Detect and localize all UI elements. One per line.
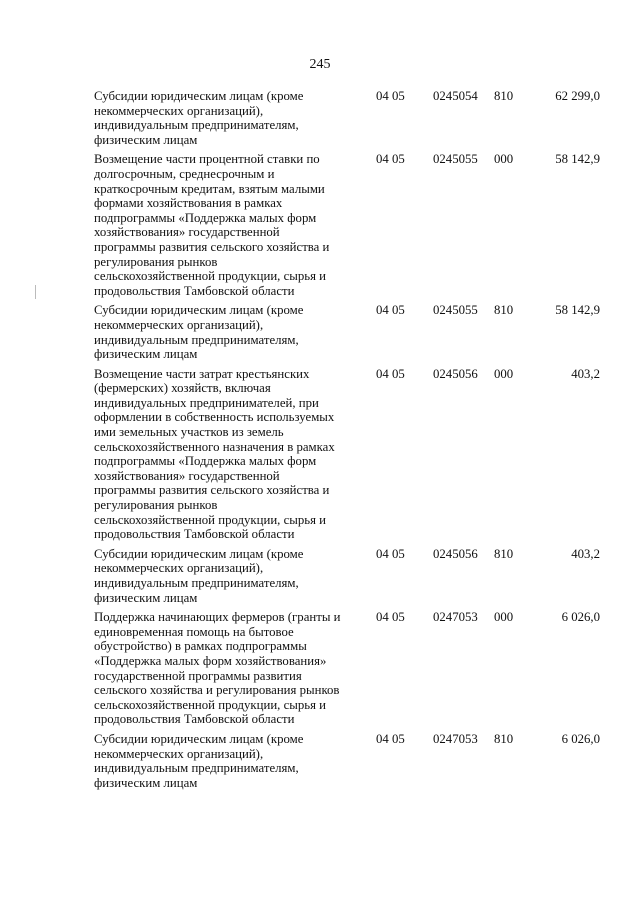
table-row [0, 367, 640, 542]
row-amount: 58 142,9 [555, 303, 600, 318]
row-target-code: 0245054 [433, 89, 478, 103]
row-target-code: 0247053 [433, 731, 478, 746]
table-row [0, 303, 640, 361]
row-amount: 6 026,0 [561, 731, 600, 746]
row-description: Поддержка начинающих фермеров (гранты и единовременная помощь на бытовое обустройство) в рамках подпрограммы «Поддержка малых форм хозяйствования» государственной программы развития сельского хозяйства и регулирования рынков сельскохозяйственной продукции, сырья и продовольствия Тамбовской области [94, 610, 341, 727]
table-row [0, 610, 640, 727]
row-amount: 62 299,0 [555, 89, 600, 103]
row-target-code: 0245056 [433, 366, 478, 381]
row-amount: 6 026,0 [561, 610, 600, 625]
row-target-code: 0245055 [433, 152, 478, 167]
row-section: 04 05 [376, 610, 405, 625]
row-section: 04 05 [376, 89, 405, 103]
row-section: 04 05 [376, 366, 405, 381]
row-target-code: 0247053 [433, 610, 478, 625]
row-description: Субсидии юридическим лицам (кроме некоммерческих организаций), индивидуальным предпринимателям, физическим лицам [94, 731, 304, 790]
row-target-code: 0245056 [433, 546, 478, 561]
page-number: 245 [309, 57, 331, 72]
row-section: 04 05 [376, 303, 405, 318]
table-row [0, 89, 640, 147]
budget-table [0, 89, 640, 795]
row-amount: 403,2 [571, 366, 600, 381]
row-section: 04 05 [376, 152, 405, 167]
row-section: 04 05 [376, 731, 405, 746]
row-section: 04 05 [376, 546, 405, 561]
row-expense-type: 810 [494, 546, 514, 561]
row-expense-type: 000 [494, 366, 514, 381]
table-row [0, 547, 640, 605]
row-target-code: 0245055 [433, 303, 478, 318]
row-expense-type: 810 [494, 303, 514, 318]
table-row [0, 152, 640, 298]
row-description: Возмещение части процентной ставки по долгосрочным, среднесрочным и краткосрочным кредитам, взятым малыми формами хозяйствования в рамках подпрограммы «Поддержка малых форм хозяйствования» государственной программы развития сельского хозяйства и регулирования рынков сельскохозяйственной продукции, сырья и продовольствия Тамбовской области [94, 152, 330, 298]
row-expense-type: 810 [494, 89, 514, 103]
row-expense-type: 000 [494, 152, 514, 167]
row-description: Субсидии юридическим лицам (кроме некоммерческих организаций), индивидуальным предпринимателям, физическим лицам [94, 89, 304, 147]
row-description: Возмещение части затрат крестьянских (фермерских) хозяйств, включая индивидуальных предпринимателей, при оформлении в собственность используемых ими земельных участков из земель сельскохозяйственного назначения в рамках подпрограммы «Поддержка малых форм хозяйствования» государственной программы развития сельского хозяйства и регулирования рынков сельскохозяйственной продукции, сырья и продовольствия Тамбовской области [94, 366, 335, 542]
row-expense-type: 810 [494, 731, 514, 746]
table-row [0, 732, 640, 790]
row-description: Субсидии юридическим лицам (кроме некоммерческих организаций), индивидуальным предпринимателям, физическим лицам [94, 546, 304, 605]
row-amount: 403,2 [571, 546, 600, 561]
row-description: Субсидии юридическим лицам (кроме некоммерческих организаций), индивидуальным предпринимателям, физическим лицам [94, 303, 304, 362]
row-amount: 58 142,9 [555, 152, 600, 167]
row-expense-type: 000 [494, 610, 514, 625]
